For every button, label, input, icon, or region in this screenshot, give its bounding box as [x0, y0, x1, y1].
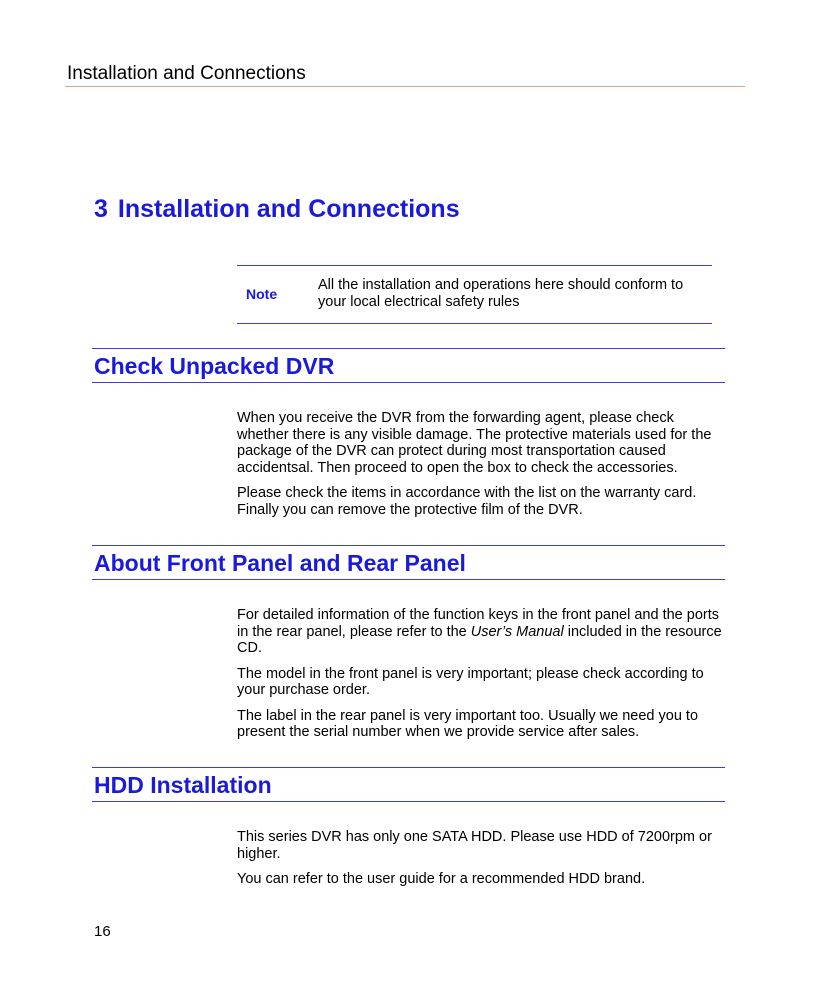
paragraph: The model in the front panel is very important; please check according to your purchase order.	[237, 665, 704, 698]
section-heading-hdd-installation	[92, 767, 725, 802]
chapter-title	[94, 194, 460, 224]
paragraph-text: included in the resource CD.	[237, 623, 722, 656]
section-title: About Front Panel and Rear Panel	[94, 550, 466, 576]
paragraph: You can refer to the user guide for a recommended HDD brand.	[237, 871, 646, 887]
running-header: Installation and Connections	[67, 63, 306, 84]
paragraph: When you receive the DVR from the forwarding agent, please check whether there is any visible damage. The protective materials used for the package of the DVR can protect during most transportation caused accidentsal. Then proceed to open the box to check the accessories.	[237, 410, 712, 476]
page-number: 16	[94, 923, 111, 940]
note-box	[237, 265, 712, 324]
paragraph	[237, 607, 727, 657]
chapter-title-text: Installation and Connections	[117, 195, 460, 223]
section-body-hdd-installation	[237, 829, 727, 897]
note-label: Note	[246, 286, 278, 302]
header-rule	[65, 86, 745, 87]
section-body-check-unpacked	[237, 410, 727, 527]
paragraph: The label in the rear panel is very important too. Usually we need you to present the serial number when we provide service after sales.	[237, 707, 699, 740]
section-heading-front-rear-panel	[92, 545, 725, 580]
section-body-front-rear-panel	[237, 607, 727, 750]
paragraph: Please check the items in accordance with the list on the warranty card. Finally you can remove the protective film of the DVR.	[237, 485, 697, 518]
paragraph-text: For detailed information of the function keys in the front panel and the ports in the rear panel, please refer to the	[237, 607, 720, 640]
note-text: All the installation and operations here should conform to your local electrical safety rules	[318, 277, 684, 310]
section-title: Check Unpacked DVR	[94, 353, 335, 379]
paragraph: This series DVR has only one SATA HDD. Please use HDD of 7200rpm or higher.	[237, 829, 712, 862]
section-heading-check-unpacked	[92, 348, 725, 383]
section-title: HDD Installation	[94, 772, 272, 798]
chapter-number: 3	[94, 195, 108, 223]
manual-reference: User’s Manual	[470, 623, 564, 640]
